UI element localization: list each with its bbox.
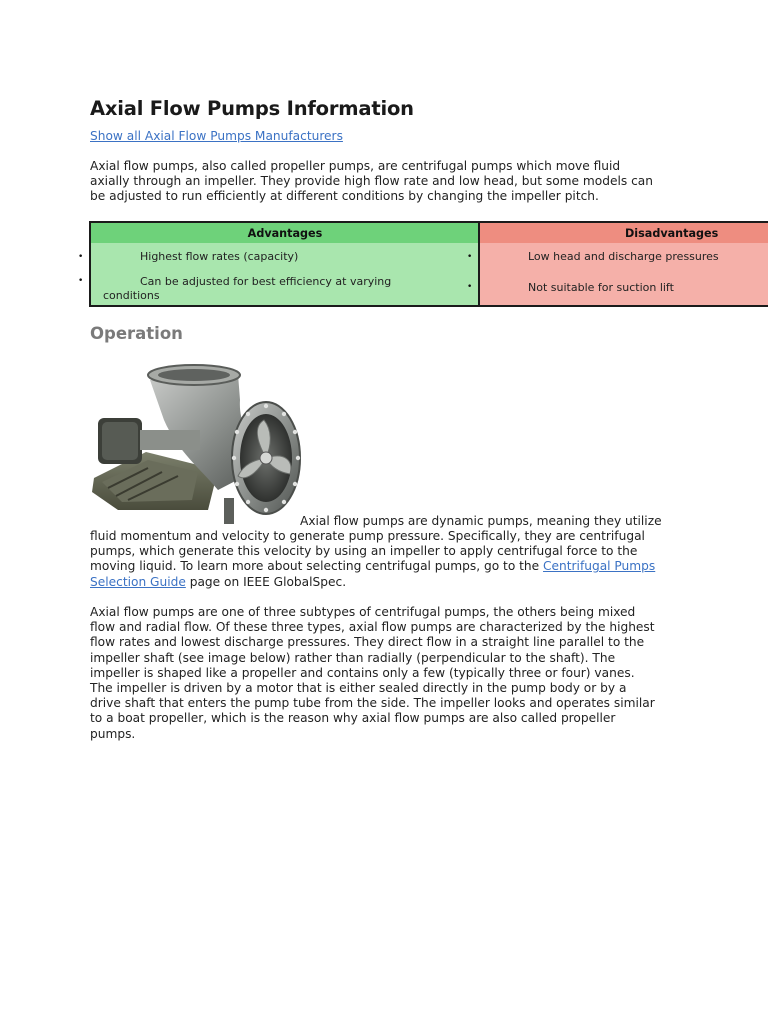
- text-line: pumps, which generate this velocity by using an impeller to apply centrifugal force to the: [90, 544, 638, 559]
- intro-line: Axial flow pumps, also called propeller pumps, are centrifugal pumps which move fluid: [90, 159, 621, 173]
- text-line: page on IEEE GlobalSpec.: [185, 574, 347, 589]
- text-line: impeller is shaped like a propeller and contains only a few (typically three or four) vanes.: [90, 665, 635, 680]
- text-line: fluid momentum and velocity to generate pump pressure. Specifically, they are centrifugal: [90, 529, 645, 543]
- disadvantages-header: [478, 221, 768, 245]
- text-line: flow rates and lowest discharge pressures. They direct flow in a straight line parallel to the: [90, 635, 645, 650]
- text-line: pumps.: [90, 726, 136, 741]
- advantage-text-continued: conditions: [103, 289, 160, 302]
- bullet-icon: •: [78, 276, 84, 286]
- operation-paragraph-start: Axial flow pumps are dynamic pumps, meaning they utilize: [300, 514, 662, 528]
- bullet-icon: •: [78, 252, 84, 262]
- operation-paragraph-1: [90, 529, 690, 590]
- advantages-header-label: Advantages: [247, 226, 323, 240]
- text-line: The impeller is driven by a motor that is either sealed directly in the pump body or by a: [90, 681, 627, 696]
- manufacturers-link[interactable]: Show all Axial Flow Pumps Manufacturers: [90, 129, 343, 143]
- text-line: drive shaft that enters the pump tube from the side. The impeller looks and operates similar: [90, 696, 655, 711]
- text-line: Axial flow pumps are one of three subtypes of centrifugal pumps, the others being mixed: [90, 605, 636, 619]
- bullet-icon: •: [467, 252, 473, 262]
- bullet-icon: •: [467, 282, 473, 292]
- operation-paragraph-2: [90, 605, 690, 742]
- axial-flow-pump-image: [88, 360, 303, 528]
- advantage-text: Can be adjusted for best efficiency at varying: [140, 275, 392, 288]
- disadvantage-text: Low head and discharge pressures: [528, 250, 719, 263]
- advantages-header: [89, 221, 480, 245]
- operation-heading: Operation: [90, 324, 183, 343]
- disadvantage-text: Not suitable for suction lift: [528, 281, 674, 294]
- disadvantages-header-label: Disadvantages: [625, 226, 719, 240]
- advantage-text: Highest flow rates (capacity): [140, 250, 299, 263]
- page-title: Axial Flow Pumps Information: [90, 97, 414, 120]
- text-line: flow and radial flow. Of these three types, axial flow pumps are characterized by the highest: [90, 620, 655, 635]
- centrifugal-pumps-guide-link[interactable]: Selection Guide: [90, 574, 186, 589]
- text-line: moving liquid. To learn more about selecting centrifugal pumps, go to the: [90, 559, 544, 574]
- text-line: to a boat propeller, which is the reason why axial flow pumps are also called propeller: [90, 711, 616, 726]
- intro-line: axially through an impeller. They provide high flow rate and low head, but some models can: [90, 174, 653, 189]
- intro-line: be adjusted to run efficiently at different conditions by changing the impeller pitch.: [90, 189, 599, 204]
- centrifugal-pumps-guide-link[interactable]: Centrifugal Pumps: [543, 559, 656, 574]
- text-line: impeller shaft (see image below) rather than radially (perpendicular to the shaft). The: [90, 650, 616, 665]
- intro-paragraph: [90, 159, 690, 205]
